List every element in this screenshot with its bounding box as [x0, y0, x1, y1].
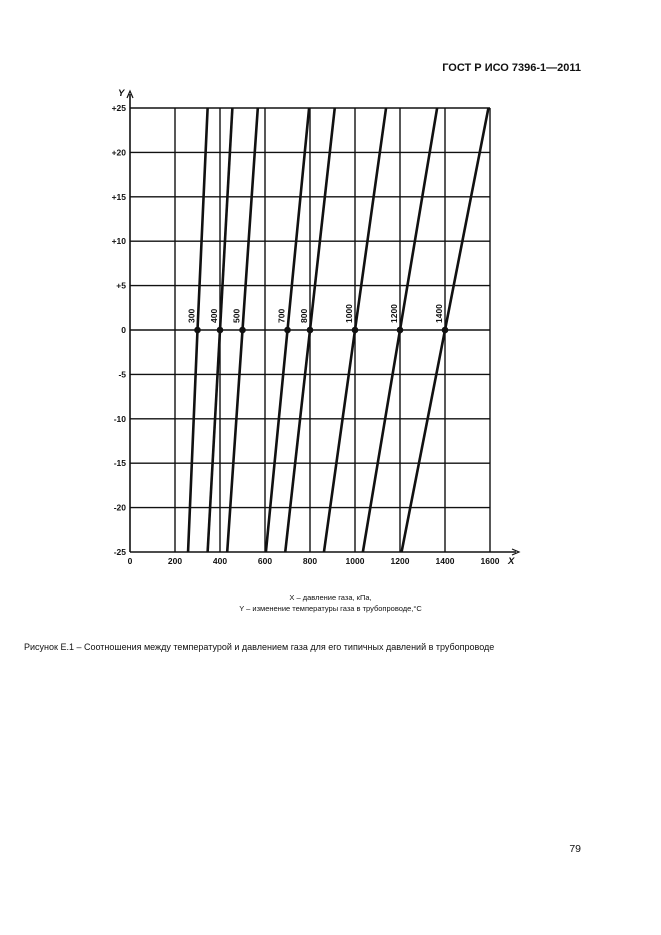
- data-point-400: [217, 327, 224, 334]
- data-label-500: 500: [231, 308, 242, 323]
- x-axis-label: X: [508, 556, 515, 567]
- y-tick-label-5: +5: [116, 280, 126, 291]
- figure-caption: Рисунок Е.1 – Соотношения между температурой и давлением газа для его типичных давлений в трубопроводе: [24, 642, 495, 652]
- x-tick-label-1600: 1600: [480, 556, 500, 566]
- data-label-1000: 1000: [344, 304, 354, 323]
- y-tick-label-20: +20: [111, 147, 126, 158]
- x-tick-label-1400: 1400: [435, 556, 455, 566]
- page-number: 79: [569, 843, 581, 855]
- y-tick-label--5: -5: [118, 369, 126, 380]
- y-tick-label-0: 0: [121, 325, 126, 335]
- x-tick-label-600: 600: [257, 556, 273, 566]
- data-label-300: 300: [186, 308, 197, 323]
- chart-ticks: [112, 103, 500, 566]
- y-tick-label--25: -25: [113, 547, 126, 557]
- data-label-1200: 1200: [389, 304, 399, 323]
- legend-y-description: Y – изменение температуры газа в трубопроводе,°C: [239, 604, 422, 613]
- data-point-300: [194, 327, 201, 334]
- legend-x-description: X – давление газа, кПа,: [289, 593, 372, 602]
- x-tick-label-1200: 1200: [390, 556, 410, 566]
- data-label-700: 700: [276, 308, 287, 323]
- document-header: ГОСТ Р ИСО 7396-1—2011: [442, 62, 581, 74]
- y-tick-label--15: -15: [113, 458, 126, 469]
- y-tick-label-15: +15: [111, 191, 126, 202]
- data-point-1200: [397, 327, 404, 334]
- chart-axes: [118, 88, 519, 567]
- data-point-1000: [352, 327, 359, 334]
- data-point-700: [284, 327, 291, 334]
- y-tick-label-25: +25: [111, 103, 126, 113]
- x-tick-label-0: 0: [127, 556, 133, 566]
- data-label-400: 400: [209, 308, 219, 323]
- y-tick-label--20: -20: [113, 502, 126, 513]
- x-tick-label-200: 200: [167, 556, 183, 566]
- y-tick-label-10: +10: [111, 236, 126, 247]
- x-tick-label-800: 800: [302, 556, 318, 566]
- data-label-800: 800: [299, 308, 309, 323]
- x-tick-label-1000: 1000: [345, 556, 365, 566]
- data-point-1400: [442, 327, 449, 334]
- y-tick-label--10: -10: [113, 413, 126, 424]
- x-tick-label-400: 400: [212, 556, 228, 566]
- data-point-500: [239, 327, 246, 334]
- y-axis-label: Y: [118, 88, 125, 99]
- data-label-1400: 1400: [434, 304, 444, 323]
- data-point-800: [307, 327, 314, 334]
